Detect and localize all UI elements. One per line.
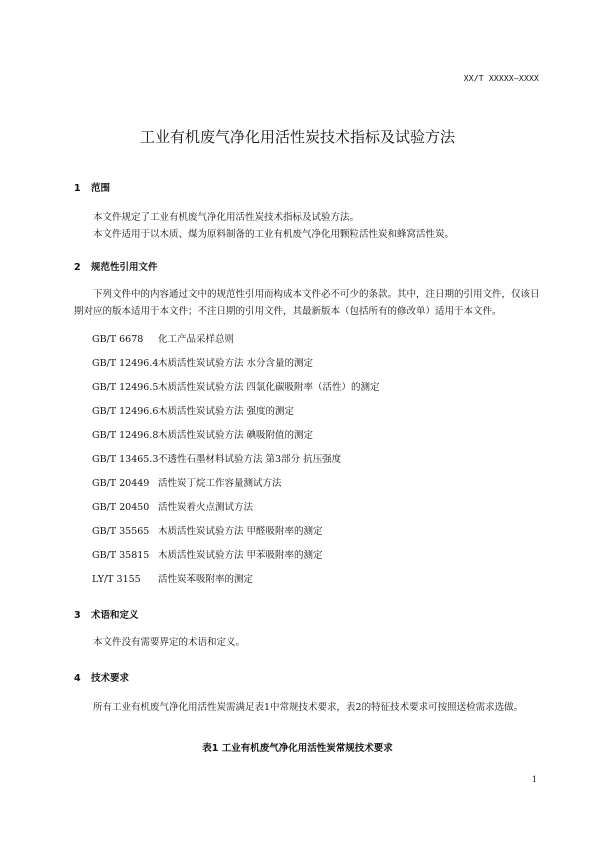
reference-item <box>92 454 341 466</box>
reference-title: 木质活性炭试验方法 碘吸附值的测定 <box>158 430 314 441</box>
document-title: 工业有机废气净化用活性炭技术指标及试验方法 <box>139 128 455 146</box>
reference-code: GB/T 35815 <box>92 550 150 561</box>
requirements-paragraph: 所有工业有机废气净化用活性炭需满足表1中常规技术要求，表2的特征技术要求可按照送检需求选做。 <box>93 702 524 713</box>
references-intro: 下列文件中的内容通过文中的规范性引用而构成本文件必不可少的条款。其中，注日期的引用文件，仅该日期对应的版本适用于本文件；不注日期的引用文件，其最新版本（包括所有的修改单）适用于本文件。 <box>74 289 540 317</box>
reference-code: GB/T 12496.4 <box>92 358 159 369</box>
section-number: 3 <box>74 610 81 621</box>
reference-item <box>92 550 323 562</box>
table-1-caption: 表1 工业有机废气净化用活性炭常规技术要求 <box>202 743 393 754</box>
reference-item <box>92 406 294 418</box>
reference-code: GB/T 6678 <box>92 334 144 345</box>
reference-item <box>92 502 253 514</box>
reference-title: 木质活性炭试验方法 强度的测定 <box>158 406 295 417</box>
reference-item <box>92 574 253 586</box>
section-number: 1 <box>74 183 81 194</box>
standard-code: XX/T XXXXX—XXXX <box>463 74 539 83</box>
reference-code: GB/T 12496.6 <box>92 406 159 417</box>
reference-code: GB/T 12496.5 <box>92 382 159 393</box>
reference-title: 木质活性炭试验方法 四氯化碳吸附率（活性）的测定 <box>158 382 380 393</box>
section-1-heading <box>74 180 110 194</box>
section-title: 规范性引用文件 <box>91 262 158 273</box>
terms-paragraph: 本文件没有需要界定的术语和定义。 <box>93 637 246 648</box>
reference-title: 不透性石墨材料试验方法 第3部分 抗压强度 <box>158 454 342 465</box>
section-title: 技术要求 <box>91 673 130 684</box>
section-title: 范围 <box>91 183 111 194</box>
reference-code: GB/T 20450 <box>92 502 150 513</box>
reference-title: 木质活性炭试验方法 甲苯吸附率的测定 <box>158 550 323 561</box>
reference-title: 活性炭着火点测试方法 <box>158 502 254 513</box>
reference-code: LY/T 3155 <box>92 574 141 585</box>
reference-title: 木质活性炭试验方法 水分含量的测定 <box>158 358 314 369</box>
scope-paragraph-2: 本文件适用于以木质、煤为原料制备的工业有机废气净化用颗粒活性炭和蜂窝活性炭。 <box>93 229 455 240</box>
section-number: 2 <box>74 262 81 273</box>
reference-code: GB/T 20449 <box>92 478 150 489</box>
section-title: 术语和定义 <box>91 610 139 621</box>
reference-title: 活性炭苯吸附率的测定 <box>158 574 254 585</box>
section-number: 4 <box>74 673 81 684</box>
reference-code: GB/T 13465.3 <box>92 454 159 465</box>
reference-item <box>92 358 313 370</box>
reference-item <box>92 526 323 538</box>
reference-item <box>92 430 313 442</box>
reference-title: 活性炭丁烷工作容量测试方法 <box>158 478 282 489</box>
reference-title: 木质活性炭试验方法 甲醛吸附率的测定 <box>158 526 323 537</box>
page-number: 1 <box>531 775 537 784</box>
section-2-heading <box>74 259 158 273</box>
reference-title: 化工产品采样总则 <box>158 334 235 345</box>
reference-item <box>92 334 234 346</box>
reference-item <box>92 382 380 394</box>
section-4-heading <box>74 670 129 684</box>
reference-item <box>92 478 282 490</box>
reference-code: GB/T 12496.8 <box>92 430 159 441</box>
section-3-heading <box>74 607 139 621</box>
reference-code: GB/T 35565 <box>92 526 150 537</box>
scope-paragraph-1: 本文件规定了工业有机废气净化用活性炭技术指标及试验方法。 <box>93 212 360 223</box>
